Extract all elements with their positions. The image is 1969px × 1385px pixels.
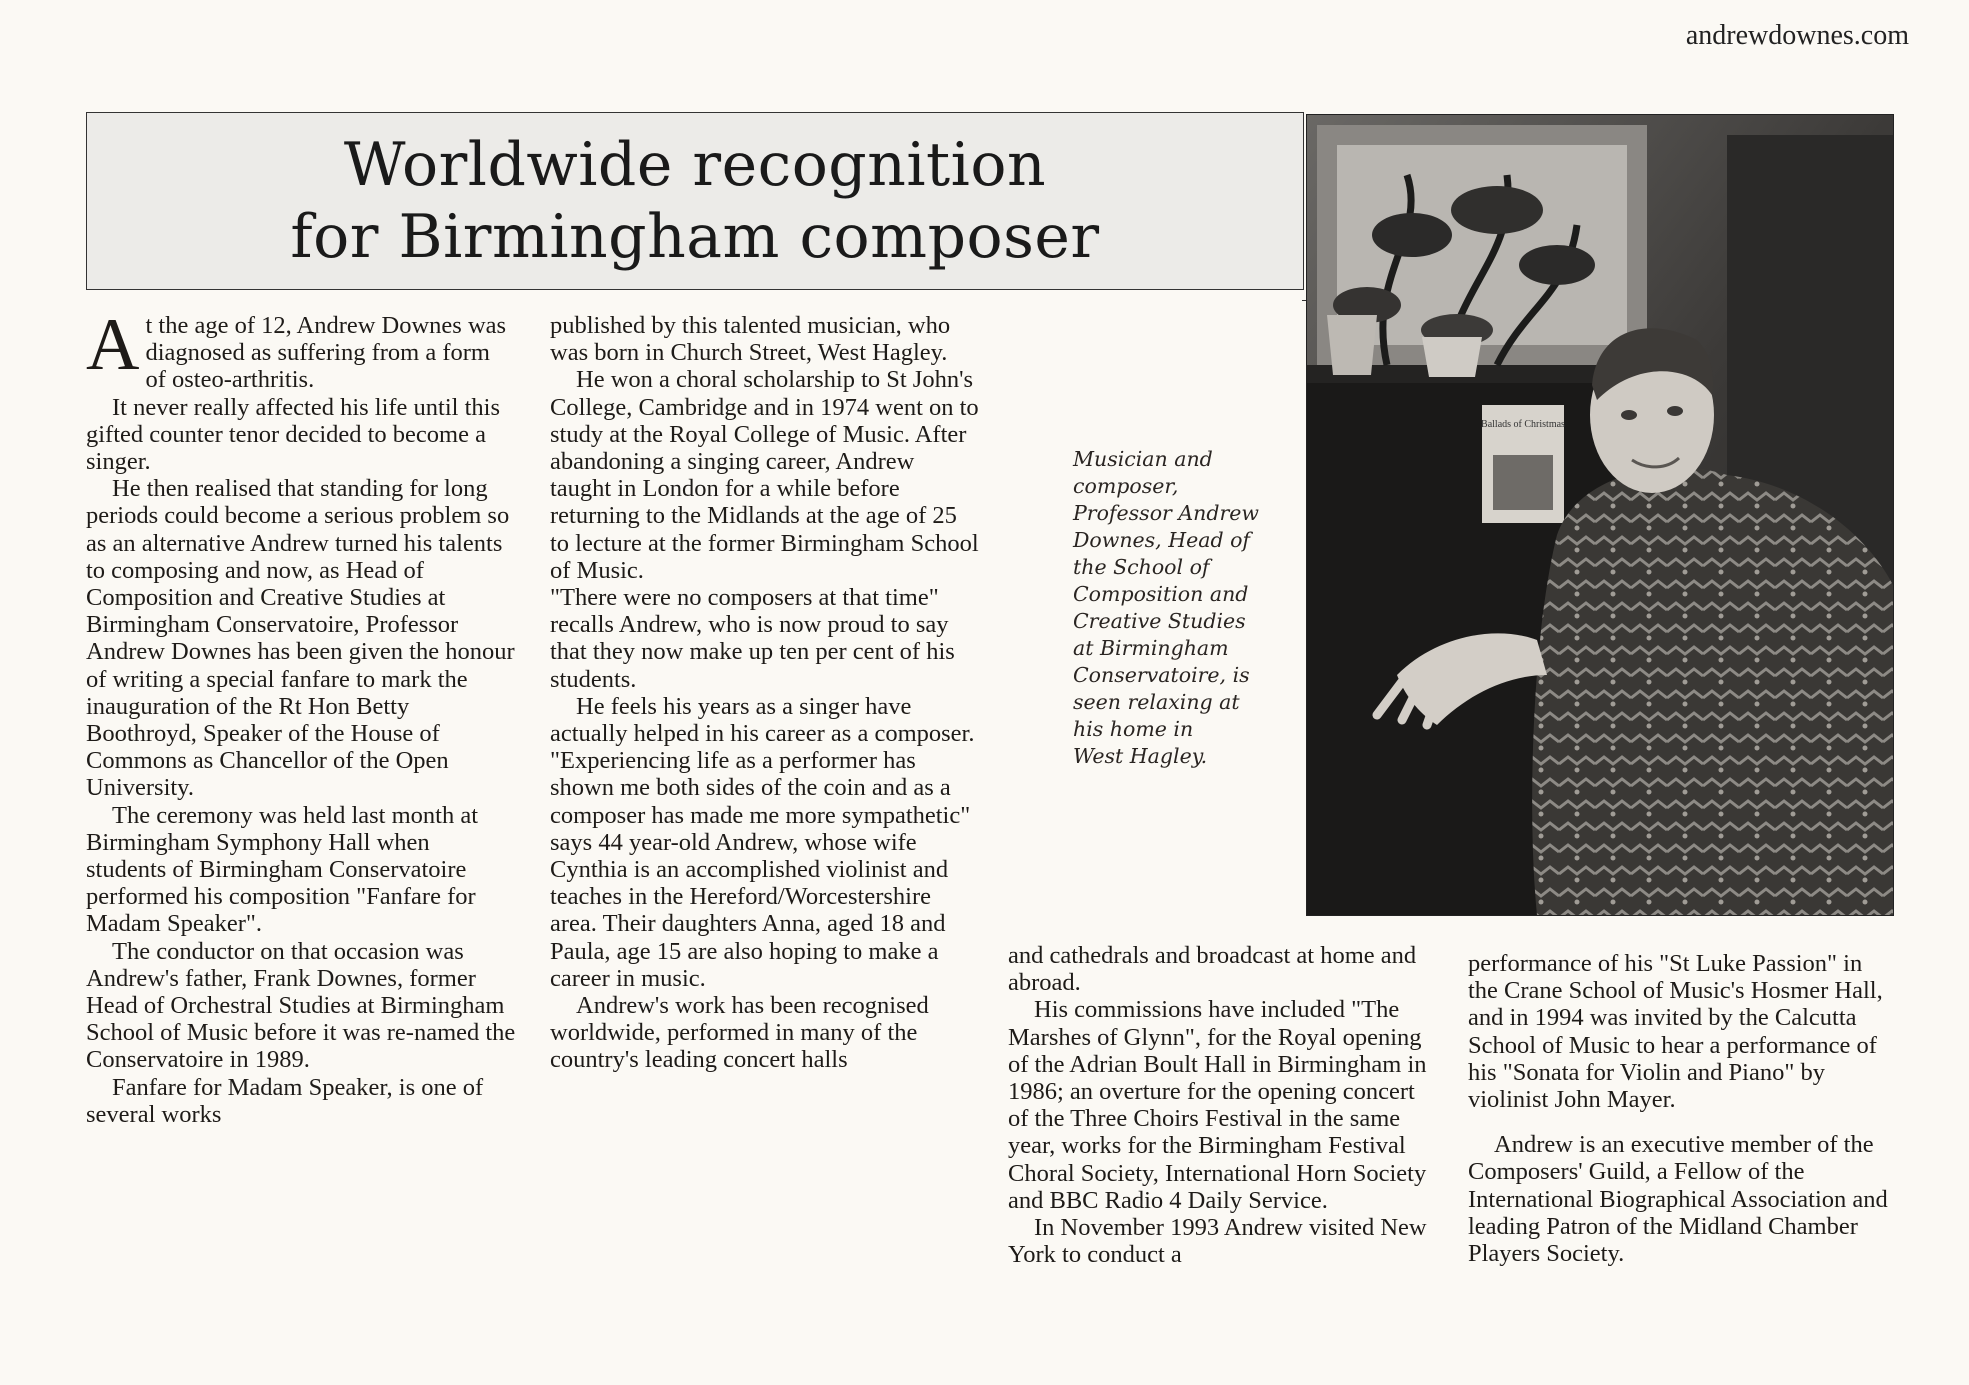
- paragraph-1-6: Fanfare for Madam Speaker, is one of several works: [86, 1073, 484, 1128]
- portrait-photo-graphic: [1307, 115, 1893, 915]
- book-title: Ballads of Christmas: [1481, 419, 1565, 430]
- paragraph-2-4: He feels his years as a singer have actually helped in his career as a composer.: [550, 692, 975, 748]
- paragraph-1-2: It never really affected his life until this gifted counter tenor decided to become a singer.: [86, 393, 501, 476]
- article-column-2: [550, 312, 980, 1074]
- caption-line: composer,: [1073, 474, 1179, 498]
- book-cover: [1481, 405, 1565, 523]
- paragraph-3-2: His commissions have included "The Marshes of Glynn", for the Royal opening of the Adrian Boult Hall in Birmingham in 1986; an overture for the opening concert of the Three Choirs Festival in the same year, works for the Birmingham Festival Choral Society, International Horn Society and BBC Radio 4 Daily Service.: [1008, 996, 1427, 1214]
- paragraph-2-5: "Experiencing life as a performer has shown me both sides of the coin and as a composer has made me more sympathetic" says 44 year-old Andrew, whose wife Cynthia is an accomplished violinist and teaches in the Hereford/Worcestershire area. Their daughters Anna, aged 18 and Paula, age 15 are also hoping to make a career in music.: [550, 747, 971, 992]
- headline-box: [86, 112, 1304, 290]
- paragraph-1-3: He then realised that standing for long periods could become a serious problem so as an alternative Andrew turned his talents to composing and now, as Head of Composition and Creative Studies at Birmingham Conservatoire, Professor Andrew Downes has been given the honour of writing a special fanfare to mark the inauguration of the Rt Hon Betty Boothroyd, Speaker of the House of Commons as Chancellor of the Open University.: [86, 475, 515, 802]
- headline-line-1: Worldwide recognition: [343, 130, 1047, 200]
- headline-line-2: for Birmingham composer: [290, 202, 1100, 272]
- paragraph-2-2: He won a choral scholarship to St John's College, Cambridge and in 1974 went on to study at the Royal College of Music. After abandoning a singing career, Andrew taught in London for a while before returning to the Midlands at the age of 25 to lecture at the former Birmingham School of Music.: [550, 366, 979, 584]
- caption-line: West Hagley.: [1073, 744, 1208, 768]
- caption-line: seen relaxing at: [1073, 690, 1240, 714]
- paragraph-2-1: published by this talented musician, who was born in Church Street, West Hagley.: [550, 312, 951, 367]
- portrait-photo: [1306, 114, 1894, 916]
- paragraph-4-2: Andrew is an executive member of the Composers' Guild, a Fellow of the International Biographical Association and leading Patron of the Midland Chamber Players Society.: [1468, 1131, 1888, 1268]
- drop-cap: A: [86, 304, 140, 386]
- caption-line: Creative Studies: [1073, 609, 1246, 633]
- paragraph-3-3: In November 1993 Andrew visited New York to conduct a: [1008, 1214, 1427, 1269]
- article-column-4: [1468, 950, 1888, 1267]
- paragraph-2-3: "There were no composers at that time" recalls Andrew, who is now proud to say that they now make up ten per cent of his students.: [550, 584, 955, 693]
- caption-line: Composition and: [1073, 582, 1249, 606]
- paragraph-1-1: [86, 304, 516, 394]
- paragraph-1-1-rest: t the age of 12, Andrew Downes was diagnosed as suffering from a form of osteo-arthritis.: [145, 312, 507, 394]
- article-column-3: [1008, 942, 1428, 1268]
- site-watermark: andrewdownes.com: [1685, 20, 1909, 51]
- paragraph-2-6: Andrew's work has been recognised worldwide, performed in many of the country's leading concert halls: [550, 992, 929, 1074]
- paragraph-1-4: The ceremony was held last month at Birmingham Symphony Hall when students of Birmingham Conservatoire performed his composition "Fanfare for Madam Speaker".: [86, 801, 479, 938]
- article-column-1: [86, 304, 516, 1128]
- caption-line: Downes, Head of: [1073, 528, 1251, 552]
- caption-line: the School of: [1073, 555, 1210, 579]
- paragraph-4-1: performance of his "St Luke Passion" in the Crane School of Music's Hosmer Hall, and in 1994 was invited by the Calcutta School of Music to hear a performance of his "Sonata for Violin and Piano" by violinist John Mayer.: [1468, 950, 1883, 1114]
- paragraph-3-1: and cathedrals and broadcast at home and abroad.: [1008, 942, 1417, 997]
- caption-line: his home in: [1073, 717, 1194, 741]
- photo-caption: [1073, 446, 1303, 770]
- caption-line: Musician and: [1073, 447, 1213, 471]
- caption-line: at Birmingham: [1073, 636, 1229, 660]
- caption-line: Professor Andrew: [1073, 501, 1259, 525]
- paragraph-1-5: The conductor on that occasion was Andrew's father, Frank Downes, former Head of Orchestral Studies at Birmingham School of Music before it was re-named the Conservatoire in 1989.: [86, 937, 516, 1074]
- caption-line: Conservatoire, is: [1073, 663, 1250, 687]
